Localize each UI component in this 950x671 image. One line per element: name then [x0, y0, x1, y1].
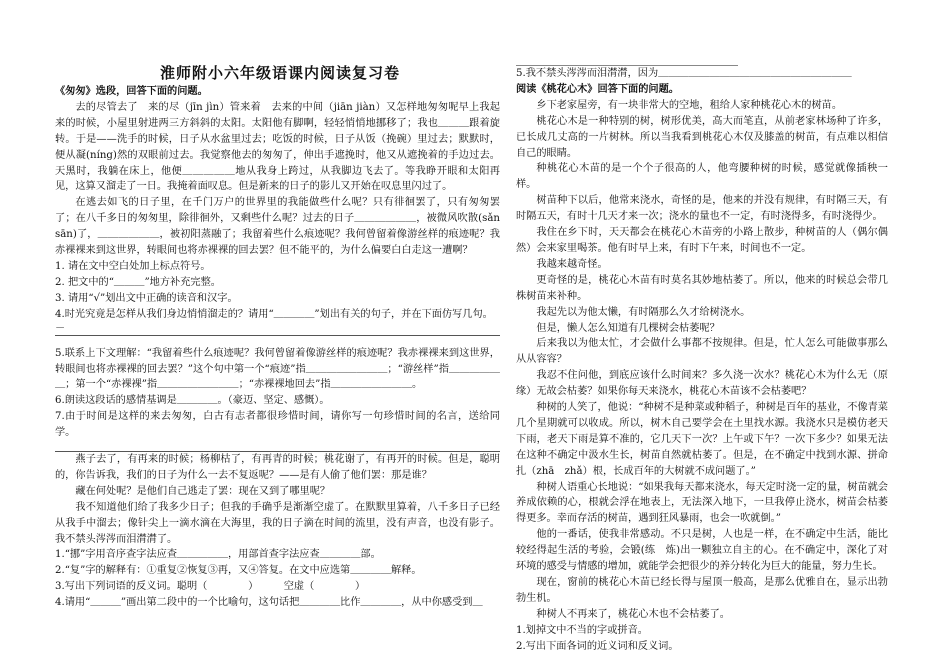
- passage-paragraph: 燕子去了，有再来的时候；杨柳枯了，有再青的时候；桃花谢了，有再开的时候。但是，聪明的，你告诉我，我们的日子为什么一去不复返呢？——是有人偷了他们罢：那是谁？: [55, 454, 500, 481]
- passage-paragraph: 种树人语重心长地说：“如果我每天都来浇水，每天定时浇一定的量，树苗就会养成依赖的心，根就会浮在地表上，无法深入地下，一旦我停止浇水，树苗会枯萎得更多。幸而存活的树苗，遇到狂风暴雨，也会一吹就倒。”: [516, 481, 888, 525]
- question-item: 4.时光究竟是怎样从我们身边悄悄溜走的？请用“＿＿＿＿”划出有关的句子，并在下面仿写几句。: [55, 308, 493, 320]
- passage-paragraph: 更奇怪的是，桃花心木苗有时莫名其妙地枯萎了。所以，他来的时候总会带几株树苗来补种。: [516, 274, 888, 302]
- question-item: 5.联系上下文理解：“我留着些什么痕迹呢？我何曾留着像游丝样的痕迹呢？我赤裸裸来到这世界，转眼间也将赤裸裸的回去罢？”这个句中第一个“痕迹”指＿＿＿＿＿＿＿＿；“游丝样”指＿＿＿＿＿＿；第一个“赤裸裸”指＿＿＿＿＿＿＿＿；“赤裸裸地回去”指＿＿＿＿＿＿＿＿。: [55, 347, 500, 391]
- question-item: 6.朗读这段话的感情基调是＿＿＿＿。（豪迈、坚定、感慨）。: [55, 395, 330, 407]
- passage-paragraph: 现在，窗前的桃花心木苗已经长得与屋顶一般高，是那么优雅自在，显示出勃勃生机。: [516, 577, 888, 604]
- passage-paragraph: 种桃花心木苗的是一个个子很高的人，他弯腰种树的时候，感觉就像插秧一样。: [516, 163, 888, 191]
- passage-paragraph: 在逃去如飞的日子里，在千门万户的世界里的我能做些什么呢？只有徘徊罢了，只有匆匆罢了；在八千多日的匆匆里，除徘徊外，又剩些什么呢？过去的日子＿＿＿＿＿＿，被微风吹散(sǎn sān)了，＿＿＿＿＿＿，被初阳蒸融了；我留着些什么痕迹呢？我何曾留着像游丝样的痕迹呢？我赤裸裸来到这世界，转眼间也将赤裸裸的回去罢？但不能平的，为什么偏要白白走这一遭啊？: [55, 197, 500, 257]
- right-column: [516, 66, 899, 655]
- question-item: 1. 请在文中空白处加上标点符号。: [55, 260, 211, 272]
- question-item: 3. 请用“√”划出文中正确的读音和汉字。: [55, 292, 238, 304]
- passage-paragraph: 后来我以为他太忙，才会做什么事都不按规律。但是，忙人怎么可能做事那么从从容容？: [516, 338, 888, 366]
- passage-paragraph: 我起先以为他太懒，有时隔那么久才给树浇水。: [536, 306, 751, 318]
- passage-paragraph: 我忍不住问他，到底应该什么时间来？多久浇一次水？桃花心木为什么无（原 缘）无故会枯萎？如果你每天来浇水，桃花心木苗该不会枯萎吧？: [516, 370, 899, 398]
- question-item: 2. 把文中的“＿＿＿”地方补充完整。: [55, 276, 221, 288]
- question-item: 5.我不禁头涔涔而泪潸潸，因为＿＿＿＿＿＿＿＿＿＿＿＿＿＿＿＿＿＿＿: [516, 68, 852, 79]
- page-title: 淮师附小六年级语课内阅读复习卷: [159, 64, 400, 82]
- passage-paragraph: 树苗种下以后，他常来浇水，奇怪的是，他来的并没有规律，有时隔三天，有时隔五天，有时十几天才来一次；浇水的量也不一定，有时浇得多，有时浇得少。: [516, 195, 888, 223]
- passage-paragraph: 我越来越奇怪。: [536, 258, 608, 270]
- passage-paragraph: 去的尽管去了 来的尽（jīn jìn）管来着 去来的中间（jiān jiàn）又怎样地匆匆呢早上我起来的时候，小屋里射进两三方斜斜的太阳。太阳他有脚啊，轻轻悄悄地挪移了；我也＿＿＿跟着旋转。于是——洗手的时候，日子从水盆里过去；吃饭的时候，日子从饭（挽碗）里过去；默默时，便从凝(níng)然的双眼前过去。我觉察他去的匆匆了，伸出手遮挽时，他又从遮挽着的手边过去。天黑时，我躺在床上，他便＿＿＿＿＿地从我身上跨过，从我脚边飞去了。等我睁开眼和太阳再见，这算又溜走了一日。我掩着面叹息。但是新来的日子的影儿又开始在叹息里闪过了。: [55, 101, 500, 193]
- passage-paragraph: 种树人不再来了，桃花心木也不会枯萎了。: [536, 608, 730, 620]
- left-column: [55, 84, 500, 611]
- question-item: 7.由于时间是这样的来去匆匆，白古有志者都很珍惜时间，请你写一句珍惜时间的名言，送给同学。: [55, 411, 500, 439]
- passage-paragraph: 桃花心木是一种特别的树，树形优美，高大而笔直，从前老家林场种了许多，已长成几丈高的一片树林。所以当我看到桃花心木仅及膝盖的树苗，有点难以相信自己的眼睛。: [516, 115, 888, 159]
- question-item: 1.“挪”字用音序查字法应查＿＿＿＿＿，用部首查字法应查＿＿＿＿部。: [55, 549, 381, 561]
- passage-paragraph: 乡下老家屋旁，有一块非常大的空地，租给人家种桃花心木的树苗。: [536, 99, 843, 111]
- passage-paragraph: 但是，懒人怎么知道有几棵树会枯萎呢？: [536, 322, 720, 334]
- passage-paragraph: 藏在何处呢？是他们自己逃走了罢：现在又到了哪里呢？: [75, 485, 331, 497]
- passage-paragraph: 我不知道他们给了我多少日子；但我的手确乎是渐渐空虚了。在默默里算着，八千多日子已经从我手中溜去；像针尖上一滴水滴在大海里，我的日子滴在时间的流里，没有声音，也没有影子。我不禁头涔涔而泪潸潸了。: [55, 501, 500, 545]
- question-item: 1.划掉文中不当的字或拼音。: [516, 624, 648, 636]
- section-heading-congcong: 《匆匆》选段，回答下面的问题。: [55, 86, 208, 97]
- question-item: 2.“复”字的解释有：①重复②恢复③再，又④答复。在文中应选第＿＿＿＿解释。: [55, 565, 422, 577]
- question-item: 4.请用“＿＿＿”画出第二段中的一个比喻句，这句话把＿＿＿＿比作＿＿＿＿，从中你感受到＿: [55, 597, 483, 609]
- dash-mark: －: [55, 322, 66, 334]
- question-item: 3.写出下列词语的反义词。聪明（ ） 空虚（ ）: [55, 581, 366, 593]
- question-item: 2.写出下面各词的近义词和反义词。: [516, 640, 679, 652]
- passage-paragraph: 他的一番话，使我非常感动。不只是树，人也是一样，在不确定中生活，能比较经得起生活的考验，会锻(练 炼)出一颗独立自主的心。在不确定中，深化了对环境的感受与情感的增加，就能学会把很少的养分转化为巨大的能量，努力生长。: [516, 529, 888, 573]
- passage-paragraph: 我住在乡下时，天天都会在桃花心木苗旁的小路上散步，种树苗的人（偶尔偶然）会来家里喝茶。他有时早上来，有时下午来，时间也不一定。: [516, 227, 888, 254]
- passage-paragraph: 种树的人笑了，他说：“种树不是种菜或种稻子，种树是百年的基业，不像青菜几个星期就可以收成。所以，树木自己要学会在土里找水源。我浇水只是模仿老天下雨，老天下雨是算不准的，它几天下一次？上午或下午？一次下多少？如果无法在这种不确定中汲水生长，树苗自然就枯萎了。但是，在不确定中找到水源、拼命扎（zhā zhǎ）根，长成百年的大树就不成问题了。”: [516, 402, 888, 477]
- section-heading-taohuaxinmu: 阅读《桃花心木》回答下面的问题。: [516, 83, 679, 95]
